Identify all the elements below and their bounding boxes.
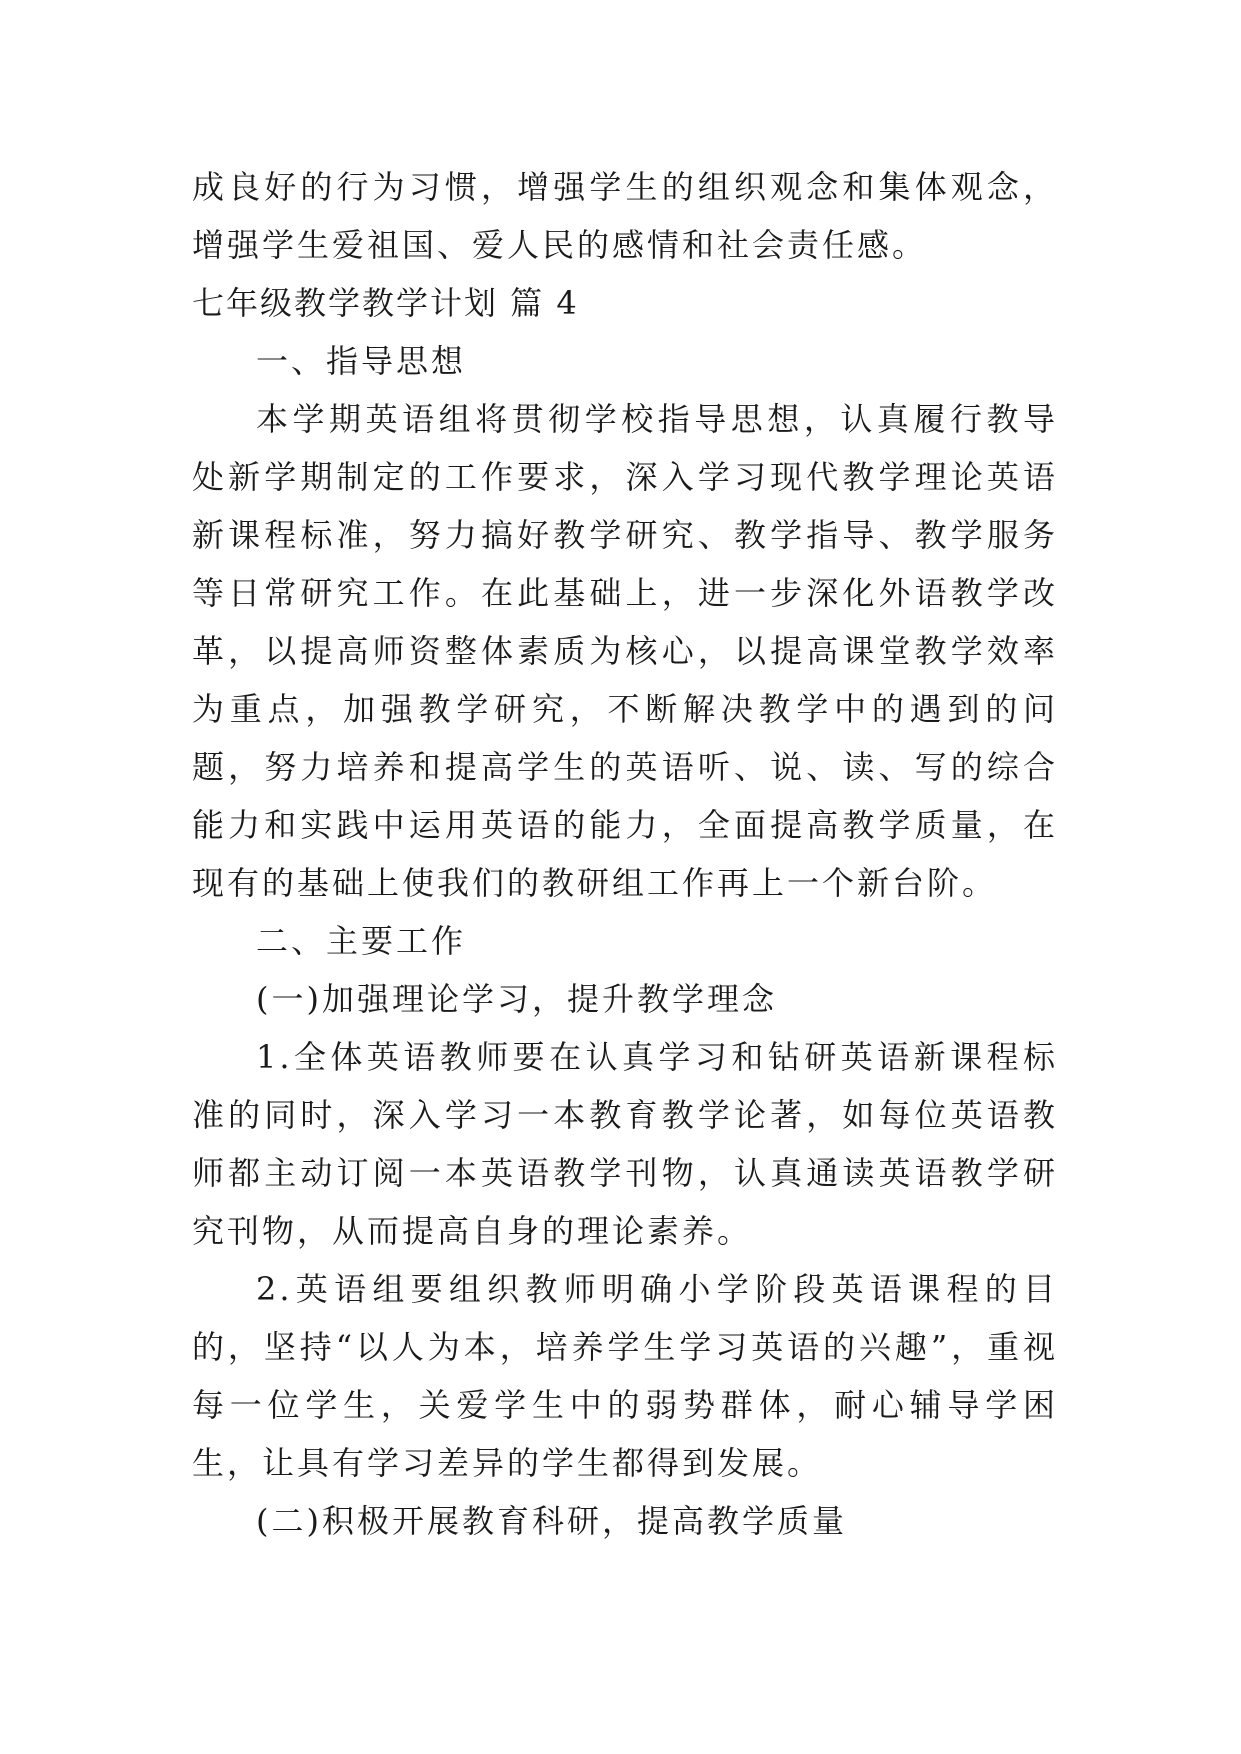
heading-guiding-ideology: 一、指导思想 xyxy=(256,342,467,380)
document-body xyxy=(192,158,1058,1550)
paragraph-continuation: 成良好的行为习惯，增强学生的组织观念和集体观念，增强学生爱祖国、爱人民的感情和社会责任感。 xyxy=(192,168,1058,264)
paragraph-guiding-ideology: 本学期英语组将贯彻学校指导思想，认真履行教导处新学期制定的工作要求，深入学习现代教学理论英语新课程标准，努力搞好教学研究、教学指导、教学服务等日常研究工作。在此基础上，进一步深化外语教学改革，以提高师资整体素质为核心，以提高课堂教学效率为重点，加强教学研究，不断解决教学中的遇到的问题，努力培养和提高学生的英语听、说、读、写的综合能力和实践中运用英语的能力，全面提高教学质量，在现有的基础上使我们的教研组工作再上一个新台阶。 xyxy=(192,400,1058,902)
section-title: 七年级教学教学计划 篇 4 xyxy=(192,284,579,322)
subheading-theory-study: (一)加强理论学习，提升教学理念 xyxy=(256,980,777,1018)
list-item-2: 2.英语组要组织教师明确小学阶段英语课程的目的，坚持“以人为本，培养学生学习英语的兴趣”，重视每一位学生，关爱学生中的弱势群体，耐心辅导学困生，让具有学习差异的学生都得到发展。 xyxy=(192,1270,1058,1482)
heading-main-work: 二、主要工作 xyxy=(256,922,467,960)
list-item-1: 1.全体英语教师要在认真学习和钻研英语新课程标准的同时，深入学习一本教育教学论著，如每位英语教师都主动订阅一本英语教学刊物，认真通读英语教学研究刊物，从而提高自身的理论素养。 xyxy=(192,1038,1058,1250)
subheading-education-research: (二)积极开展教育科研，提高教学质量 xyxy=(256,1502,847,1540)
